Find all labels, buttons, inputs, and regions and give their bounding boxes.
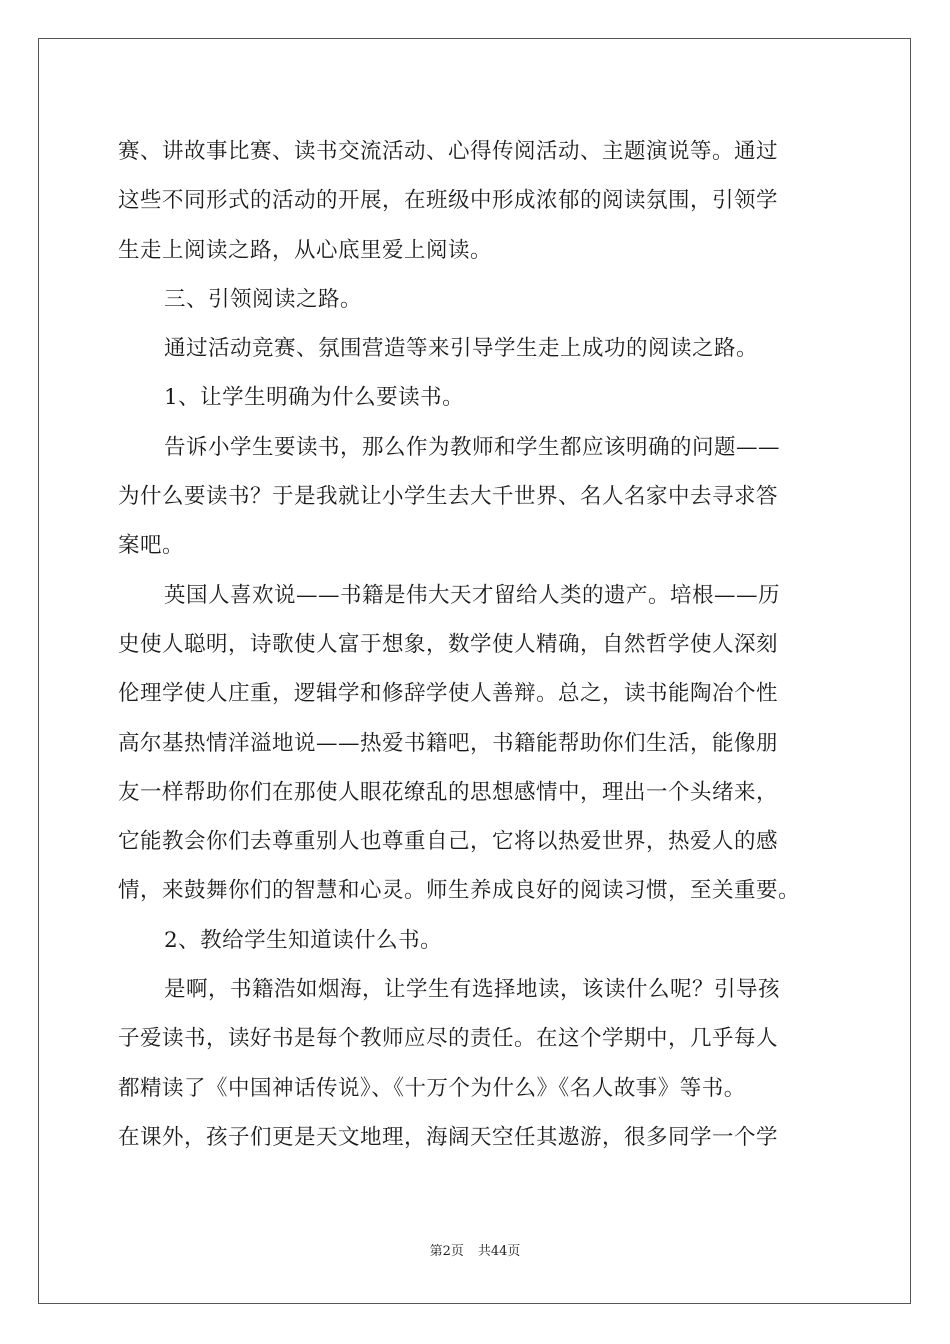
text-line: 2、教给学生知道读什么书。: [164, 927, 443, 953]
text-line: 通过活动竞赛、氛围营造等来引导学生走上成功的阅读之路。: [164, 336, 759, 362]
text-line: 子爱读书，读好书是每个教师应尽的责任。在这个学期中，几乎每人: [118, 1026, 779, 1052]
text-line: 在课外，孩子们更是天文地理，海阔天空任其遨游，很多同学一个学: [118, 1124, 779, 1150]
text-line: 告诉小学生要读书，那么作为教师和学生都应该明确的问题——: [164, 434, 781, 460]
text-line: 都精读了《中国神话传说》、《十万个为什么》《名人故事》等书。: [118, 1075, 746, 1101]
document-body: [118, 127, 843, 1162]
text-line: 生走上阅读之路，从心底里爱上阅读。: [118, 237, 493, 263]
text-line: 伦理学使人庄重，逻辑学和修辞学使人善辩。总之，读书能陶冶个性: [118, 681, 779, 707]
text-line: 友一样帮助你们在那使人眼花缭乱的思想感情中，理出一个头绪来，: [118, 779, 779, 805]
text-line: 情，来鼓舞你们的智慧和心灵。师生养成良好的阅读习惯，至关重要。: [118, 878, 801, 904]
page-footer: [0, 1244, 950, 1260]
text-line: 1、让学生明确为什么要读书。: [164, 385, 465, 411]
text-line: 三、引领阅读之路。: [164, 286, 363, 312]
text-line: 赛、讲故事比赛、读书交流活动、心得传阅活动、主题演说等。通过: [118, 139, 779, 164]
text-line: 为什么要读书？于是我就让小学生去大千世界、名人名家中去寻求答: [118, 484, 779, 510]
total-pages-label: 共44页: [477, 1244, 521, 1259]
text-line: 它能教会你们去尊重别人也尊重自己，它将以热爱世界，热爱人的感: [118, 829, 779, 855]
text-line: 高尔基热情洋溢地说——热爱书籍吧，书籍能帮助你们生活，能像朋: [118, 730, 779, 756]
text-line: 史使人聪明，诗歌使人富于想象，数学使人精确，自然哲学使人深刻: [118, 631, 779, 657]
text-line: 英国人喜欢说——书籍是伟大天才留给人类的遗产。培根——历: [164, 582, 781, 608]
current-page-label: 第2页: [429, 1244, 464, 1259]
text-line: 是啊，书籍浩如烟海，让学生有选择地读，该读什么呢？引导孩: [164, 977, 781, 1003]
text-line: 案吧。: [118, 533, 185, 559]
text-line: 这些不同形式的活动的开展，在班级中形成浓郁的阅读氛围，引领学: [118, 188, 779, 214]
